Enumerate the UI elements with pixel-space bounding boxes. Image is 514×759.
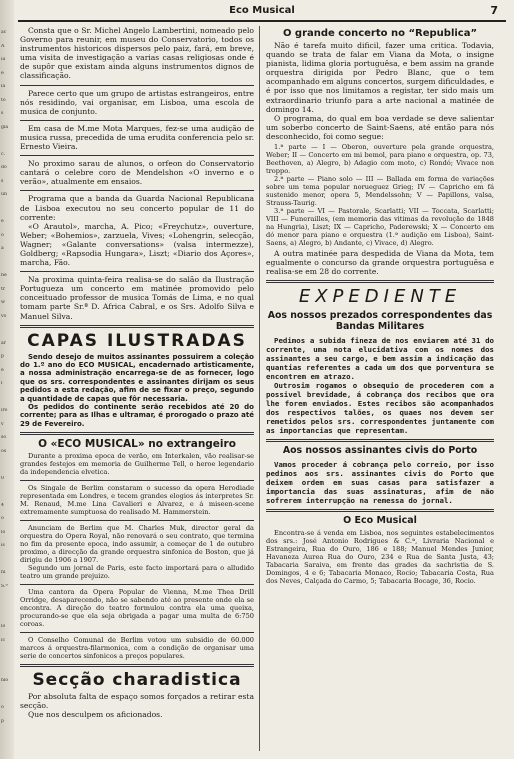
edge-fragment: ne bbox=[1, 273, 7, 278]
edge-fragment: gia bbox=[1, 124, 9, 130]
paragraph: Sendo desejo de muitos assinantes possuirem a coleção do 1.º ano do ECO MUSICAL, encadernado artisticamente, a nossa administração encarrega-se de as fornecer, logo que os srs. correspondentes e assinantes dirijam os seus pedidos a esta redação, afim de se fixar o preço, segundo a quantidade de capas que fôr necessaria. bbox=[20, 352, 254, 403]
paragraph: Vamos proceder á cobrança pelo correio, por isso pedimos aos srs. assinantes civis do Porto que deixem ordem em suas casas para satisfazer a importancia das suas assinaturas, afim de não sofrerem interrupção na remessa do jornal. bbox=[266, 460, 494, 506]
edge-fragment: o bbox=[1, 232, 4, 238]
right-column bbox=[266, 26, 494, 585]
edge-fragment: tr bbox=[1, 286, 6, 292]
divider bbox=[20, 190, 254, 191]
paragraph: Programa que a banda da Guarda Nacional Republicana de Lisboa executou no seu concerto popular de 11 do corrente: bbox=[20, 194, 254, 222]
edge-fragment: c. bbox=[1, 151, 6, 157]
estrangeiro-section bbox=[20, 452, 254, 660]
divider bbox=[20, 85, 254, 86]
paragraph: Segundo um jornal de Paris, este facto importará para o alludido teatro um grande prejuizo. bbox=[20, 564, 254, 581]
edge-fragment: ia bbox=[1, 57, 6, 62]
venda-section bbox=[266, 529, 494, 585]
divider bbox=[266, 280, 494, 283]
edge-fragment: l bbox=[1, 381, 3, 386]
divider bbox=[266, 509, 494, 512]
edge-fragment: ic bbox=[1, 637, 6, 643]
divider bbox=[20, 480, 254, 481]
divider bbox=[20, 632, 254, 633]
paragraph: Não é tarefa muito dificil, fazer uma critica. Todavia, quando se trata de falar em Viana da Mota, o insigne pianista, lidima gloria portuguêsa, e bem assim na grande orquestra dirigida por Pedro Blanc, que o tem acompanhado em alguns concertos, surgem dificuldades, e é por isso que nos limitamos a registar, ter sido mais um extraordinario triunfo para a arte nacional a matinée de domingo 14. bbox=[266, 41, 494, 114]
column-divider bbox=[259, 26, 260, 751]
edge-fragment: v bbox=[1, 421, 4, 427]
edge-fragment: e bbox=[1, 219, 4, 224]
edge-fragment: ar bbox=[1, 340, 6, 346]
news-items bbox=[20, 26, 254, 321]
divider bbox=[20, 120, 254, 121]
paragraph: Os pedidos do continente serão recebidos até 20 do corrente; para as Ilhas e ultramar, é prorogado o prazo até 29 de Fevereiro. bbox=[20, 403, 254, 428]
divider bbox=[20, 432, 254, 435]
divider bbox=[266, 439, 494, 442]
edge-fragment: o bbox=[1, 516, 4, 521]
divider bbox=[20, 155, 254, 156]
paragraph: A outra matinée para despedida de Viana da Mota, tem egualmente o concurso da grande orquestra portuguêsa e realisa-se em 28 do corrente. bbox=[266, 249, 494, 277]
edge-fragment: do bbox=[1, 165, 7, 170]
edge-fragment: lo bbox=[1, 529, 6, 535]
edge-fragment: s bbox=[1, 178, 4, 184]
edge-fragment: é bbox=[1, 70, 4, 76]
subtitle-bandas: Aos nossos prezados correspondentes das Bandas Militares bbox=[267, 310, 493, 333]
section-title-charadistica: Secção charadistica bbox=[32, 670, 242, 691]
edge-fragment: p bbox=[1, 718, 4, 724]
edge-fragment: nio bbox=[1, 678, 9, 683]
edge-fragment: is bbox=[1, 543, 5, 548]
edge-fragment: ac bbox=[1, 30, 7, 35]
divider bbox=[20, 325, 254, 328]
edge-fragment: s bbox=[1, 111, 4, 116]
divider bbox=[20, 584, 254, 585]
paragraph: No proximo sarau de alunos, o orfeon do Conservatorio cantará o celebre coro de Mendelshon «O inverno e o verão», atualmente em ensaios. bbox=[20, 159, 254, 187]
edge-fragment: so bbox=[1, 435, 7, 440]
paragraph: Consta que o Sr. Michel Angelo Lambertini, nomeado pelo Governo para reunir, em museu do Conservatorio, todos os instrumentos historicos dispersos pelo paiz, fará, em breve, uma visita de investigação a varias casas religiosas onde é de supôr que existam ainda alguns instrumentos dignos de classificação. bbox=[20, 26, 254, 81]
edge-fragment: a bbox=[1, 246, 4, 251]
paragraph: Durante a proxima epoca de verão, em Interkalen, vão realisar-se grandes festejos em memoria de Guilherme Tell, o heroe legendario da independencia elvetica. bbox=[20, 452, 254, 477]
paragraph: Uma cantora da Opera Popular de Vienna, M.me Thea Drill Orridge, desaparecendo, não se sabendo até ao presente onde ela se encontra. A direção do teatro formulou contra ela uma queixa, procurando-se que ela seja obrigada a pagar uma multa de 6:750 coroas. bbox=[20, 588, 254, 629]
edge-fragment: la bbox=[1, 84, 6, 89]
porto-section bbox=[266, 460, 494, 505]
edge-fragment: A bbox=[1, 43, 5, 49]
section-title-capas: CAPAS ILUSTRADAS bbox=[27, 330, 247, 351]
paragraph: Que nos desculpem os aficionados. bbox=[28, 710, 163, 720]
page-number: 7 bbox=[490, 4, 498, 17]
paragraph: «O Arautol», marcha, A. Pico; «Freychutz», ouverture, Weber; «Bohemios», zarzuela, Vives; «Lohengrin, selecção, Wagner; «Galante conversations» (valsa intermezze), Goldberg; «Rapsodia Hungara», Liszt; «Diario dos Açores», marcha, Fão. bbox=[20, 221, 254, 268]
paragraph: Na proxima quinta-feira realisa-se do salão da Ilustração Portugueza um concerto em matinée promovido pelo conceituado professor de musica Tomás de Lima, e no qual tomam parte Sr.ª D. Africa Cabral, e os Srs. Adolfo Silva e Manuel Silva. bbox=[20, 275, 254, 321]
edge-fragment: ni bbox=[1, 570, 6, 575]
program-part: 1.ª parte — I — Oberon, ouverture pela grande orquestra, Weber; II — Concerto em mi bemol, para piano e orquestra, op. 73, Beethoven, a) Alegro, b) Adagio com moto, c) Rondó; Vivace non troppo. bbox=[266, 143, 494, 176]
paragraph: Anunciam de Berlim que M. Charles Muk, director geral da orquestra do Opera Royal, não renovará o seu contrato, que termina no fim da presente epoca, indo assumir, a começar de 1 de outubro proximo, a direcção da grande orquestra sinfonica de Boston, que já dirigiu de 1906 a 1907. bbox=[20, 524, 254, 565]
edge-fragment: 4 bbox=[1, 502, 4, 508]
subtitle-porto: Aos nossos assinantes civis do Porto bbox=[282, 445, 478, 457]
edge-fragment: w bbox=[1, 300, 5, 305]
program-part: 2.ª parte — Piano solo — III — Ballada em forma de variações sobre um tema popular norueguez Grieg; IV — Capricho em fá sustenido menor, opera 5, Mendelssohn; V — Papillons, valsa, Strauss-Taurig. bbox=[266, 175, 494, 208]
edge-fragment: o bbox=[1, 705, 4, 710]
edge-fragment: un bbox=[1, 192, 7, 197]
page-header bbox=[18, 4, 506, 22]
edge-fragment: vo bbox=[1, 313, 7, 319]
section-title-concerto: O grande concerto no “Republica” bbox=[282, 28, 478, 39]
section-title-expediente: EXPEDIENTE bbox=[298, 286, 462, 308]
paragraph: Encontra-se á venda em Lisboa, nos seguintes estabelecimentos dos srs.: José Antonio Rodrigues & C.ª, Livraria Nacional e Estrangeira, Rua do Ouro, 186 e 188; Manuel Mendes Junior, Havaneza Aurea Rua do Ouro, 234 e Rua de Santa Justa, 43; Tabacaria Saraiva, em frente das grades da sachristia de S. Domingos, 4 e 6; Tabacaria Monaco, Rocio; Tabacaria Costa, Rua dos Neves, Calçada do Carmo, 5; Tabacaria Bocage, 36, Rocio. bbox=[266, 529, 494, 586]
paragraph: Parece certo que um grupo de artistas estrangeiros, entre nós residindo, vai organisar, em Lisboa, uma escola de musica de conjunto. bbox=[20, 88, 254, 116]
left-column bbox=[20, 26, 254, 720]
paragraph: O programa, do qual em boa verdade se deve salientar um soberbo concerto de Saint-Saens, até então para nós desconhecido, foi como segue: bbox=[266, 113, 494, 141]
binding-edge bbox=[0, 0, 14, 759]
bandas-section bbox=[266, 336, 494, 435]
paragraph: Por absoluta falta de espaço somos forçados a retirar esta secção. bbox=[20, 692, 254, 711]
section-title-estrangeiro: O «ECO MUSICAL» no extrangeiro bbox=[38, 438, 236, 451]
edge-fragment: é bbox=[1, 367, 4, 373]
edge-fragment: S.ª bbox=[1, 583, 8, 589]
program-part: 3.ª parte — VI — Pastorale, Scarlatti; VII — Toccata, Scarlatti; VIII — Funerailles, (em memoria das vitimas da revolução de 1848 na Hungria), Liszt; IX — Capricho, Paderewski; X — Concerto em dó menor para piano e orquestra (1.ª audição em Lisboa), Saint-Saens, a) Alegro, b) Andante, c) Vivace, d) Alegro. bbox=[266, 207, 494, 248]
edge-fragment: to bbox=[1, 97, 6, 103]
edge-fragment: iro bbox=[1, 408, 8, 413]
divider bbox=[20, 664, 254, 667]
paragraph: Os Singale de Berlim constaram o sucesso da opera Herodiade representada em Londres, e tecem grandes elogios ás interpretes Sr. M. Renaud, M.me Lina Cavalieri e Alvarez, e á miseen-scene extremamente sumptuosa do realisado M. Hammerstein. bbox=[20, 484, 254, 517]
divider bbox=[20, 271, 254, 272]
edge-fragment: 0 bbox=[1, 475, 4, 481]
edge-fragment: os bbox=[1, 448, 7, 454]
subtitle-venda: O Eco Musical bbox=[343, 515, 417, 527]
journal-title: Eco Musical bbox=[229, 5, 295, 16]
paragraph: O Conselho Comunal de Berlim votou um subsidio de 60.000 marcos á orquestra-filarmonica, com a condição de organisar uma serie de concertos sinfonicos a preços populares. bbox=[20, 636, 254, 661]
capas-section bbox=[20, 353, 254, 429]
paragraph: Pedimos a subida fineza de nos enviarem até 31 do corrente, uma nota elucidativa com os nomes dos assinantes a seu cargo, e bem assim a indicação das quantias referentes a cada um dos que porventura se encontrem em atrazo. bbox=[266, 336, 494, 382]
paragraph: Em casa de M.me Mota Marques, fez-se uma audição de musica russa, precedida de uma erudita conferencia pelo sr. Ernesto Vieira. bbox=[20, 123, 254, 152]
divider bbox=[20, 520, 254, 521]
edge-fragment: lo bbox=[1, 624, 6, 629]
paragraph: Outrosim rogamos o obsequio de procederem com a possivel brevidade, á cobrança dos recibos que ora lhe forem enviados. Estes recibos são acompanhados dos respectivos talões, os quaes nos devem ser remetidos pelos srs. correspondentes juntamente com as importancias que representam. bbox=[266, 381, 494, 436]
concert-program bbox=[266, 143, 494, 247]
edge-fragment: p bbox=[1, 354, 4, 359]
